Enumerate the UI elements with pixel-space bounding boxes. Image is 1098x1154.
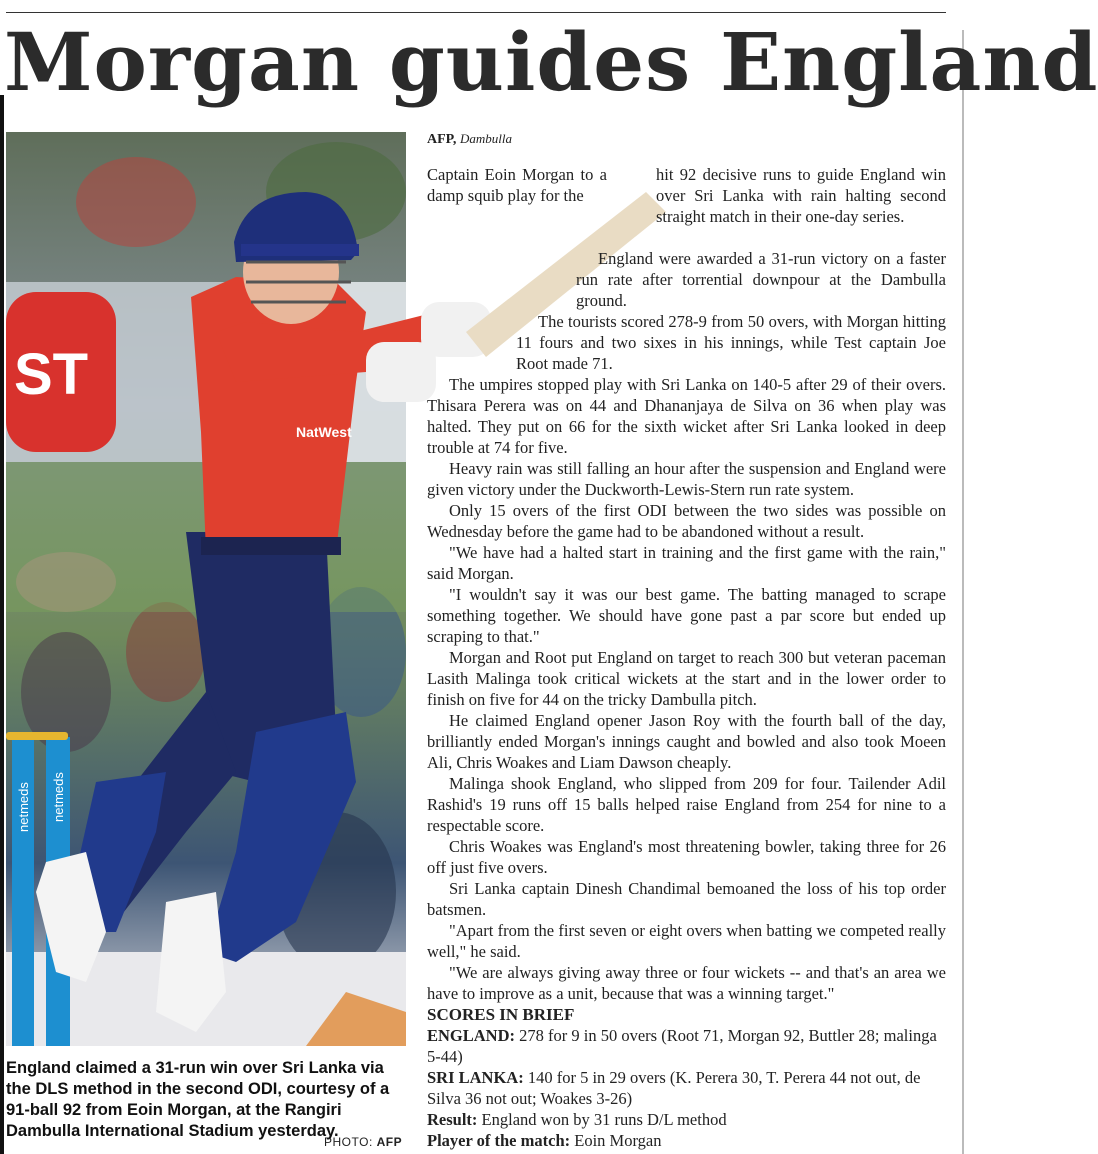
score-result-text: England won by 31 runs D/L method — [481, 1110, 727, 1129]
article-paragraph: The umpires stopped play with Sri Lanka on 140-5 after 29 of their overs. Thisara Perera was on 44 and Dhananjaya de Silva on 36 when play was halted. They put on 66 for the sixth wicket after Sri Lanka looked in deep trouble at 74 for five. — [427, 375, 946, 457]
article-paragraph: Chris Woakes was England's most threatening bowler, taking three for 26 off just five overs. — [427, 837, 946, 877]
cricket-batsman-photo-icon — [6, 132, 406, 1046]
article-paragraph: Sri Lanka captain Dinesh Chandimal bemoaned the loss of his top order batsmen. — [427, 879, 946, 919]
article-paragraph: Morgan and Root put England on target to reach 300 but veteran paceman Lasith Malinga took critical wickets at the start and in the lower order to finish on five for 44 on the tricky Dambulla pitch. — [427, 648, 946, 709]
score-result — [427, 1109, 947, 1130]
score-srilanka-text: 140 for 5 in 29 overs (K. Perera 30, T. Perera 44 not out, de Silva 36 not out; Woakes 3-26) — [427, 1068, 921, 1108]
article-paragraph: Malinga shook England, who slipped from 209 for four. Tailender Adil Rashid's 19 runs off 15 balls helped raise England from 254 for nine to a respectable score. — [427, 774, 946, 835]
scores-heading: SCORES IN BRIEF — [427, 1005, 575, 1024]
article-paragraph: hit 92 decisive runs to guide England win over Sri Lanka with rain halting second straight match in their one-day series. — [656, 165, 946, 226]
article-lead-right — [656, 164, 946, 227]
score-england-label: ENGLAND: — [427, 1026, 516, 1045]
article-body — [427, 374, 946, 1004]
shirt-sponsor: NatWest — [296, 424, 352, 440]
article-paragraph: England were awarded a 31-run victory on a faster run rate after torrential downpour at the Dambulla ground. — [576, 249, 946, 310]
photo-credit-source: AFP — [376, 1135, 403, 1149]
score-pom-text: Eoin Morgan — [574, 1131, 662, 1150]
headline: Morgan guides England — [4, 15, 1098, 109]
score-pom-label: Player of the match: — [427, 1131, 571, 1150]
article-paragraph: "We are always giving away three or four wickets -- and that's an area we have to improve as a unit, because that was a winning target." — [427, 963, 946, 1003]
byline — [427, 131, 512, 148]
left-edge-rule — [0, 95, 4, 1154]
article-paragraph: "Apart from the first seven or eight overs when batting we competed really well," he said. — [427, 921, 946, 961]
article-paragraph: Captain Eoin Morgan to a damp squib play for the — [427, 165, 607, 205]
article-paragraph: He claimed England opener Jason Roy with the fourth ball of the day, brilliantly ended Morgan's innings caught and bowled and also took Moeen Ali, Chris Woakes and Liam Dawson cheaply. — [427, 711, 946, 772]
board-text: ST — [14, 342, 89, 407]
stump-brand-2: netmeds — [51, 772, 66, 822]
score-england — [427, 1025, 947, 1067]
score-england-text: 278 for 9 in 50 overs (Root 71, Morgan 92, Buttler 28; malinga 5-44) — [427, 1026, 937, 1066]
article-block-a — [576, 248, 946, 311]
article-block-b — [516, 311, 946, 374]
article-paragraph: Only 15 overs of the first ODI between the two sides was possible on Wednesday before the game had to be abandoned without a result. — [427, 501, 946, 541]
photo-credit — [324, 1135, 402, 1149]
photo-caption: England claimed a 31-run win over Sri Lanka via the DLS method in the second ODI, courtesy of a 91-ball 92 from Eoin Morgan, at the Rangiri Dambulla International Stadium yesterday. — [6, 1059, 390, 1140]
article-photo — [6, 132, 406, 1046]
top-rule — [6, 12, 946, 13]
score-player-of-match — [427, 1130, 947, 1151]
photo-credit-label: PHOTO: — [324, 1135, 373, 1149]
article-paragraph: The tourists scored 278-9 from 50 overs, with Morgan hitting 11 fours and two sixes in his innings, while Test captain Joe Root made 71. — [516, 312, 946, 373]
byline-place: Dambulla — [459, 131, 512, 146]
scores-in-brief — [427, 1004, 947, 1151]
score-result-label: Result: — [427, 1110, 478, 1129]
article-paragraph: "We have had a halted start in training and the first game with the rain," said Morgan. — [427, 543, 946, 583]
article-paragraph: "I wouldn't say it was our best game. The batting managed to scrape something together. We should have gone past a par score but ended up scraping to that." — [427, 585, 946, 646]
page-edge-rule — [962, 30, 964, 1154]
score-srilanka-label: SRI LANKA: — [427, 1068, 524, 1087]
byline-agency: AFP, — [427, 132, 457, 147]
article-lead-left — [427, 164, 607, 206]
score-srilanka — [427, 1067, 947, 1109]
article-paragraph: Heavy rain was still falling an hour after the suspension and England were given victory under the Duckworth-Lewis-Stern run rate system. — [427, 459, 946, 499]
stump-brand-1: netmeds — [16, 782, 31, 832]
